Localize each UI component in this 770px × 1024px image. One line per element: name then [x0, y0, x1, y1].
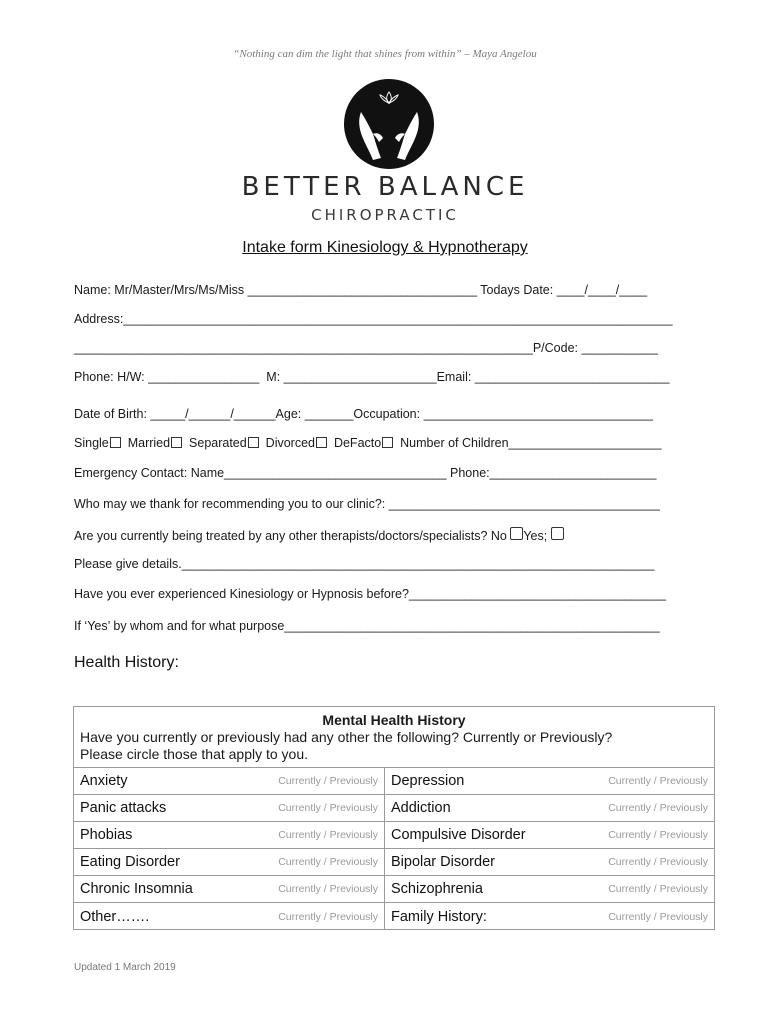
condition-label: Addiction: [391, 800, 451, 816]
currently-previously-option[interactable]: Currently / Previously: [278, 829, 378, 841]
brand-subtitle: CHIROPRACTIC: [311, 206, 459, 224]
status-divorced-checkbox[interactable]: [316, 437, 327, 448]
address-field[interactable]: Address:_______________________________________________________________________________: [74, 312, 673, 326]
treated-question-row: [74, 527, 564, 543]
status-single-checkbox[interactable]: [110, 437, 121, 448]
status-separated-label: Separated: [189, 436, 247, 450]
mental-health-instruction: Please circle those that apply to you.: [80, 746, 309, 762]
condition-cell: [385, 822, 714, 848]
treated-no-checkbox[interactable]: [510, 527, 523, 540]
condition-cell: [74, 795, 385, 821]
name-date-field[interactable]: Name: Mr/Master/Mrs/Ms/Miss _________________________________ Todays Date: ____/____/____: [74, 283, 648, 297]
condition-cell: [74, 822, 385, 848]
condition-label: Chronic Insomnia: [80, 881, 193, 897]
table-row: [74, 849, 714, 876]
currently-previously-option[interactable]: Currently / Previously: [608, 883, 708, 895]
currently-previously-option[interactable]: Currently / Previously: [608, 829, 708, 841]
table-row: [74, 768, 714, 795]
condition-label: Anxiety: [80, 773, 128, 789]
condition-cell: [385, 903, 714, 930]
table-row: [74, 822, 714, 849]
condition-cell: [385, 768, 714, 794]
condition-cell: [74, 768, 385, 794]
mental-health-question: Have you currently or previously had any other the following? Currently or Previously?: [80, 729, 613, 745]
postcode-field[interactable]: __________________________________________________________________P/Code: ___________: [74, 341, 658, 355]
recommendation-field[interactable]: Who may we thank for recommending you to our clinic?: _______________________________________: [74, 497, 660, 511]
status-married-checkbox[interactable]: [171, 437, 182, 448]
currently-previously-option[interactable]: Currently / Previously: [278, 802, 378, 814]
purpose-field[interactable]: If ‘Yes’ by whom and for what purpose______________________________________________________: [74, 619, 660, 633]
emergency-contact-field[interactable]: Emergency Contact: Name________________________________ Phone:________________________: [74, 466, 657, 480]
condition-label: Eating Disorder: [80, 854, 180, 870]
dob-age-occupation-field[interactable]: Date of Birth: _____/______/______Age: _______Occupation: _________________________________: [74, 407, 653, 421]
marital-status-row: [74, 436, 661, 450]
currently-previously-option[interactable]: Currently / Previously: [278, 856, 378, 868]
currently-previously-option[interactable]: Currently / Previously: [278, 883, 378, 895]
experience-field[interactable]: Have you ever experienced Kinesiology or Hypnosis before?_____________________________________: [74, 587, 667, 601]
phone-email-field[interactable]: Phone: H/W: ________________ M: ______________________Email: ____________________________: [74, 370, 670, 384]
condition-cell: [74, 849, 385, 875]
condition-label: Panic attacks: [80, 800, 167, 816]
currently-previously-option[interactable]: Currently / Previously: [608, 856, 708, 868]
table-row: [74, 795, 714, 822]
status-defacto-label: DeFacto: [333, 436, 382, 450]
condition-label: Phobias: [80, 827, 133, 843]
status-single-label: Single: [74, 436, 109, 450]
condition-label: Depression: [391, 773, 465, 789]
form-title: Intake form Kinesiology & Hypnotherapy: [242, 239, 528, 256]
currently-previously-option[interactable]: Currently / Previously: [608, 910, 708, 923]
condition-label: Compulsive Disorder: [391, 827, 526, 843]
mental-health-table: [73, 706, 715, 930]
condition-cell: [74, 876, 385, 902]
table-row: [74, 876, 714, 903]
status-defacto-checkbox[interactable]: [382, 437, 393, 448]
currently-previously-option[interactable]: Currently / Previously: [278, 775, 378, 787]
details-field[interactable]: Please give details.____________________________________________________________________: [74, 557, 655, 571]
status-married-label: Married: [127, 436, 171, 450]
health-history-heading: Health History:: [74, 654, 179, 671]
treated-yes-label: Yes;: [523, 529, 548, 543]
hands-lotus-logo-icon: [343, 78, 435, 170]
header-quote: “Nothing can dim the light that shines from within” – Maya Angelou: [233, 48, 537, 60]
currently-previously-option[interactable]: Currently / Previously: [278, 910, 378, 923]
condition-label: Bipolar Disorder: [391, 854, 495, 870]
treated-question-label: Are you currently being treated by any other therapists/doctors/specialists? No: [74, 529, 507, 543]
currently-previously-option[interactable]: Currently / Previously: [608, 802, 708, 814]
condition-cell: [74, 903, 385, 930]
status-separated-checkbox[interactable]: [248, 437, 259, 448]
table-row: [74, 903, 714, 930]
mental-health-header: [74, 707, 714, 768]
mental-health-title: Mental Health History: [322, 712, 466, 728]
children-field[interactable]: Number of Children______________________: [400, 436, 662, 450]
mental-health-rows: [74, 768, 714, 930]
treated-yes-checkbox[interactable]: [551, 527, 564, 540]
condition-label: Schizophrenia: [391, 881, 483, 897]
condition-cell: [385, 876, 714, 902]
condition-label: Other…….: [80, 908, 150, 925]
currently-previously-option[interactable]: Currently / Previously: [608, 775, 708, 787]
condition-label: Family History:: [391, 908, 487, 925]
brand-name: BETTER BALANCE: [241, 172, 529, 202]
condition-cell: [385, 849, 714, 875]
updated-date-footer: Updated 1 March 2019: [74, 962, 176, 973]
status-divorced-label: Divorced: [265, 436, 315, 450]
condition-cell: [385, 795, 714, 821]
